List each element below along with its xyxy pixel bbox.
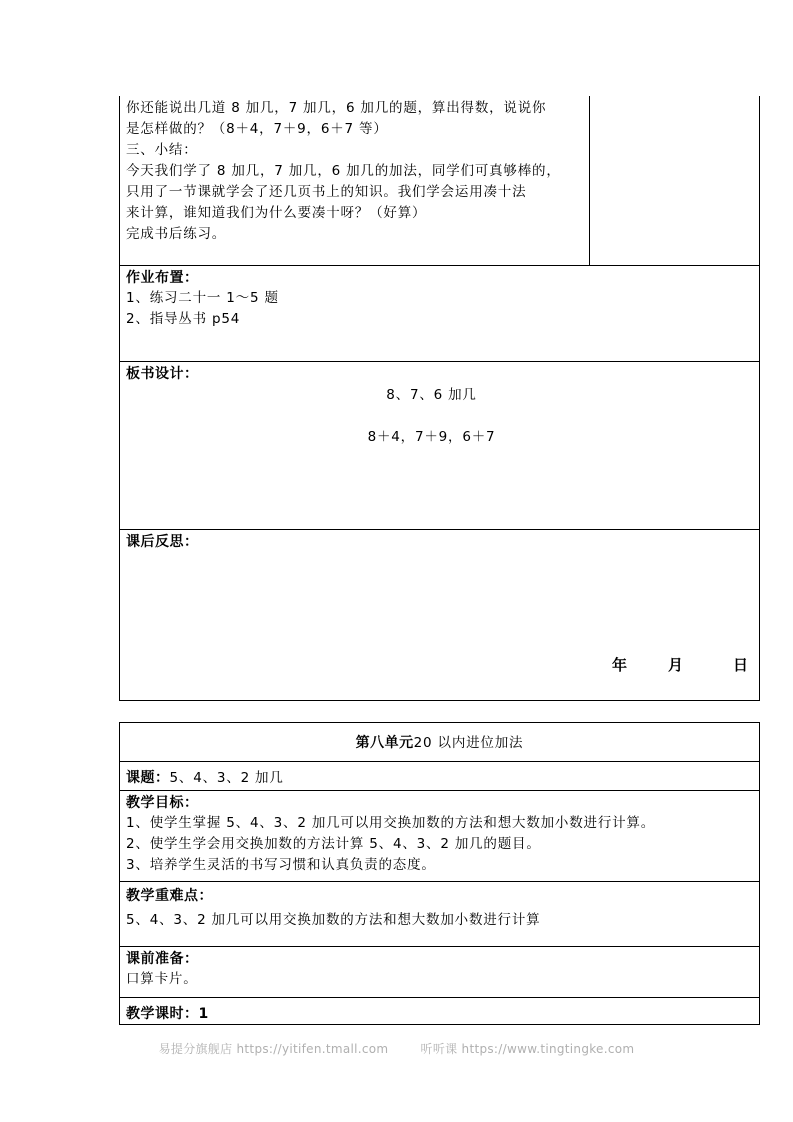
process-line: 只用了一节课就学会了还几页书上的知识。我们学会运用凑十法	[126, 184, 527, 200]
goal-item: 3、培养学生灵活的书写习惯和认真负责的态度。	[126, 857, 436, 873]
class-hours-value: 1	[198, 1006, 209, 1022]
goal-item: 2、使学生学会用交换加数的方法计算 5、4、3、2 加几的题目。	[126, 836, 541, 852]
homework-label: 作业布置：	[126, 270, 199, 286]
process-line: 你还能说出几道 8 加几，7 加几，6 加几的题，算出得数，说说你	[126, 100, 547, 116]
unit-prefix: 第八单元	[355, 735, 414, 751]
process-text	[126, 98, 590, 245]
homework-item: 1、练习二十一 1～5 题	[126, 290, 279, 306]
process-line: 来计算，谁知道我们为什么要凑十呀？（好算）	[126, 205, 427, 221]
goal-item: 1、使学生掌握 5、4、3、2 加几可以用交换加数的方法和想大数加小数进行计算。	[126, 815, 656, 831]
class-hours-label: 教学课时：	[126, 1006, 199, 1022]
board-design-line-2: 8＋4，7＋9，6＋7	[367, 429, 496, 445]
process-row	[120, 96, 759, 265]
preparation-row	[120, 946, 759, 997]
board-design-line-1: 8、7、6 加几	[386, 387, 477, 403]
preparation-label: 课前准备：	[126, 951, 199, 967]
reflection-year: 年	[612, 656, 628, 674]
footer-site-link[interactable]: 听听课 https://www.tingtingke.com	[420, 1042, 635, 1056]
process-line: 今天我们学了 8 加几，7 加几，6 加几的加法，同学们可真够棒的，	[126, 163, 561, 179]
unit-title-row	[120, 723, 759, 761]
topic-label: 课题：	[126, 770, 170, 786]
key-points-value: 5、4、3、2 加几可以用交换加数的方法和想大数加小数进行计算	[126, 912, 541, 928]
process-line: 完成书后练习。	[126, 226, 227, 242]
unit-title: 20 以内进位加法	[413, 735, 524, 751]
reflection-day: 日	[733, 656, 749, 674]
topic-row	[120, 761, 759, 790]
process-column-divider	[589, 96, 590, 265]
goals-row	[120, 790, 759, 881]
homework-row	[120, 265, 759, 361]
footer-shop-link[interactable]: 易提分旗舰店 https://yitifen.tmall.com	[158, 1042, 389, 1056]
class-hours-row	[120, 997, 759, 1024]
lesson-table-new	[119, 722, 760, 1025]
reflection-month: 月	[668, 656, 684, 674]
topic-value: 5、4、3、2 加几	[169, 770, 284, 786]
lesson-table-continued	[119, 96, 760, 701]
board-design-label: 板书设计：	[126, 366, 199, 382]
process-line: 三、小结：	[126, 142, 198, 158]
reflection-row	[120, 529, 759, 701]
reflection-label: 课后反思：	[126, 534, 199, 550]
key-points-label: 教学重难点：	[126, 888, 213, 904]
homework-item: 2、指导丛书 p54	[126, 311, 241, 327]
preparation-value: 口算卡片。	[126, 971, 198, 987]
page-footer	[0, 1040, 793, 1057]
goals-label: 教学目标：	[126, 795, 199, 811]
key-points-row	[120, 881, 759, 946]
process-line: 是怎样做的？（8＋4，7＋9，6＋7 等）	[126, 121, 388, 137]
board-design-row	[120, 361, 759, 529]
